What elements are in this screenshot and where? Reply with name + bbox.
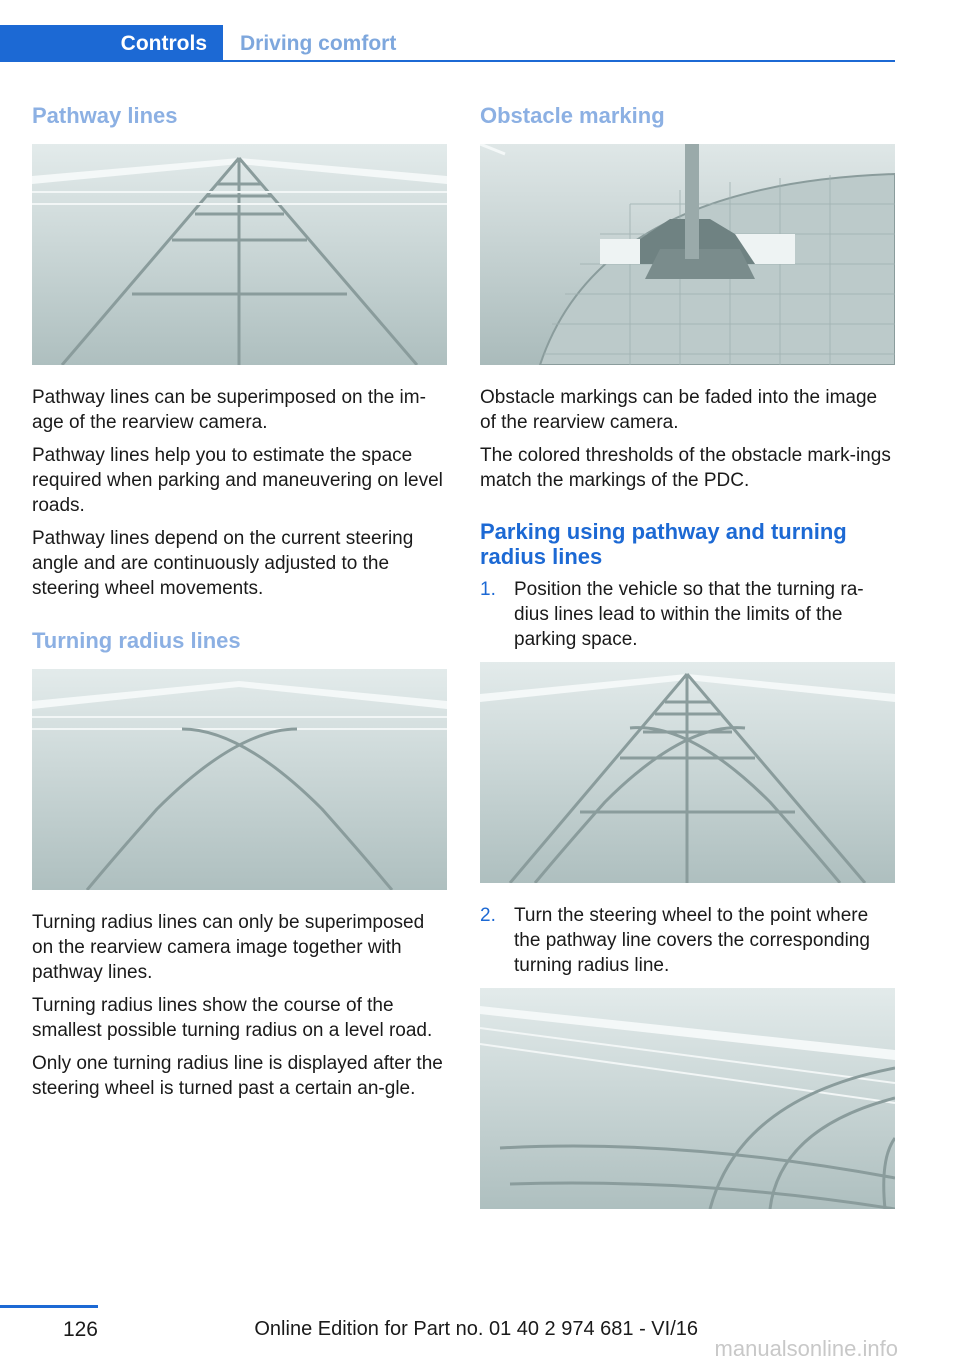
pathway-paragraph-2: Pathway lines help you to estimate the space required when parking and maneuvering on level roads. bbox=[32, 445, 443, 516]
turning-radius-illustration bbox=[32, 669, 447, 890]
page-header bbox=[0, 25, 895, 62]
step-number: 2. bbox=[480, 905, 496, 926]
page-number: 126 bbox=[62, 1318, 98, 1341]
obstacle-marking-illustration bbox=[480, 144, 895, 365]
parking-heading: Parking using pathway and turning radius lines bbox=[480, 519, 847, 569]
pathway-paragraph-1: Pathway lines can be superimposed on the im‐age of the rearview camera. bbox=[32, 387, 426, 433]
left-column bbox=[32, 98, 447, 1109]
step-number: 1. bbox=[480, 579, 496, 600]
watermark: manualsonline.info bbox=[714, 1336, 898, 1361]
turning-radius-heading: Turning radius lines bbox=[32, 628, 241, 653]
step-text: Position the vehicle so that the turning ra‐dius lines lead to within the limits of the parking space. bbox=[514, 579, 864, 650]
turning-paragraph-2: Turning radius lines show the course of the smallest possible turning radius on a level road. bbox=[32, 995, 433, 1041]
obstacle-marking-heading: Obstacle marking bbox=[480, 103, 665, 128]
turning-paragraph-1: Turning radius lines can only be superimposed on the rearview camera image together with pathway lines. bbox=[32, 912, 425, 983]
parking-step-1 bbox=[480, 577, 895, 652]
parking-step-2-illustration bbox=[480, 988, 895, 1209]
turning-paragraph-3: Only one turning radius line is displayed after the steering wheel is turned past a certain an‐gle. bbox=[32, 1053, 443, 1099]
pathway-lines-illustration bbox=[32, 144, 447, 365]
page-number-rule bbox=[0, 1305, 98, 1308]
step-text: Turn the steering wheel to the point where the pathway line covers the corresponding turning radius line. bbox=[514, 905, 870, 976]
parking-step-2 bbox=[480, 903, 895, 978]
obstacle-paragraph-1: Obstacle markings can be faded into the image of the rearview camera. bbox=[480, 387, 878, 433]
header-rule bbox=[223, 60, 895, 62]
pathway-lines-heading: Pathway lines bbox=[32, 103, 178, 128]
parking-step-1-illustration bbox=[480, 662, 895, 883]
section-tab: Driving comfort bbox=[240, 31, 397, 55]
pathway-paragraph-3: Pathway lines depend on the current steering angle and are continuously adjusted to the steering wheel movements. bbox=[32, 528, 414, 599]
edition-text: Online Edition for Part no. 01 40 2 974 681 - VI/16 bbox=[254, 1318, 698, 1340]
obstacle-paragraph-2: The colored thresholds of the obstacle mark‐ings match the markings of the PDC. bbox=[480, 445, 891, 491]
chapter-tab: Controls bbox=[0, 25, 223, 62]
right-column bbox=[480, 98, 895, 1229]
